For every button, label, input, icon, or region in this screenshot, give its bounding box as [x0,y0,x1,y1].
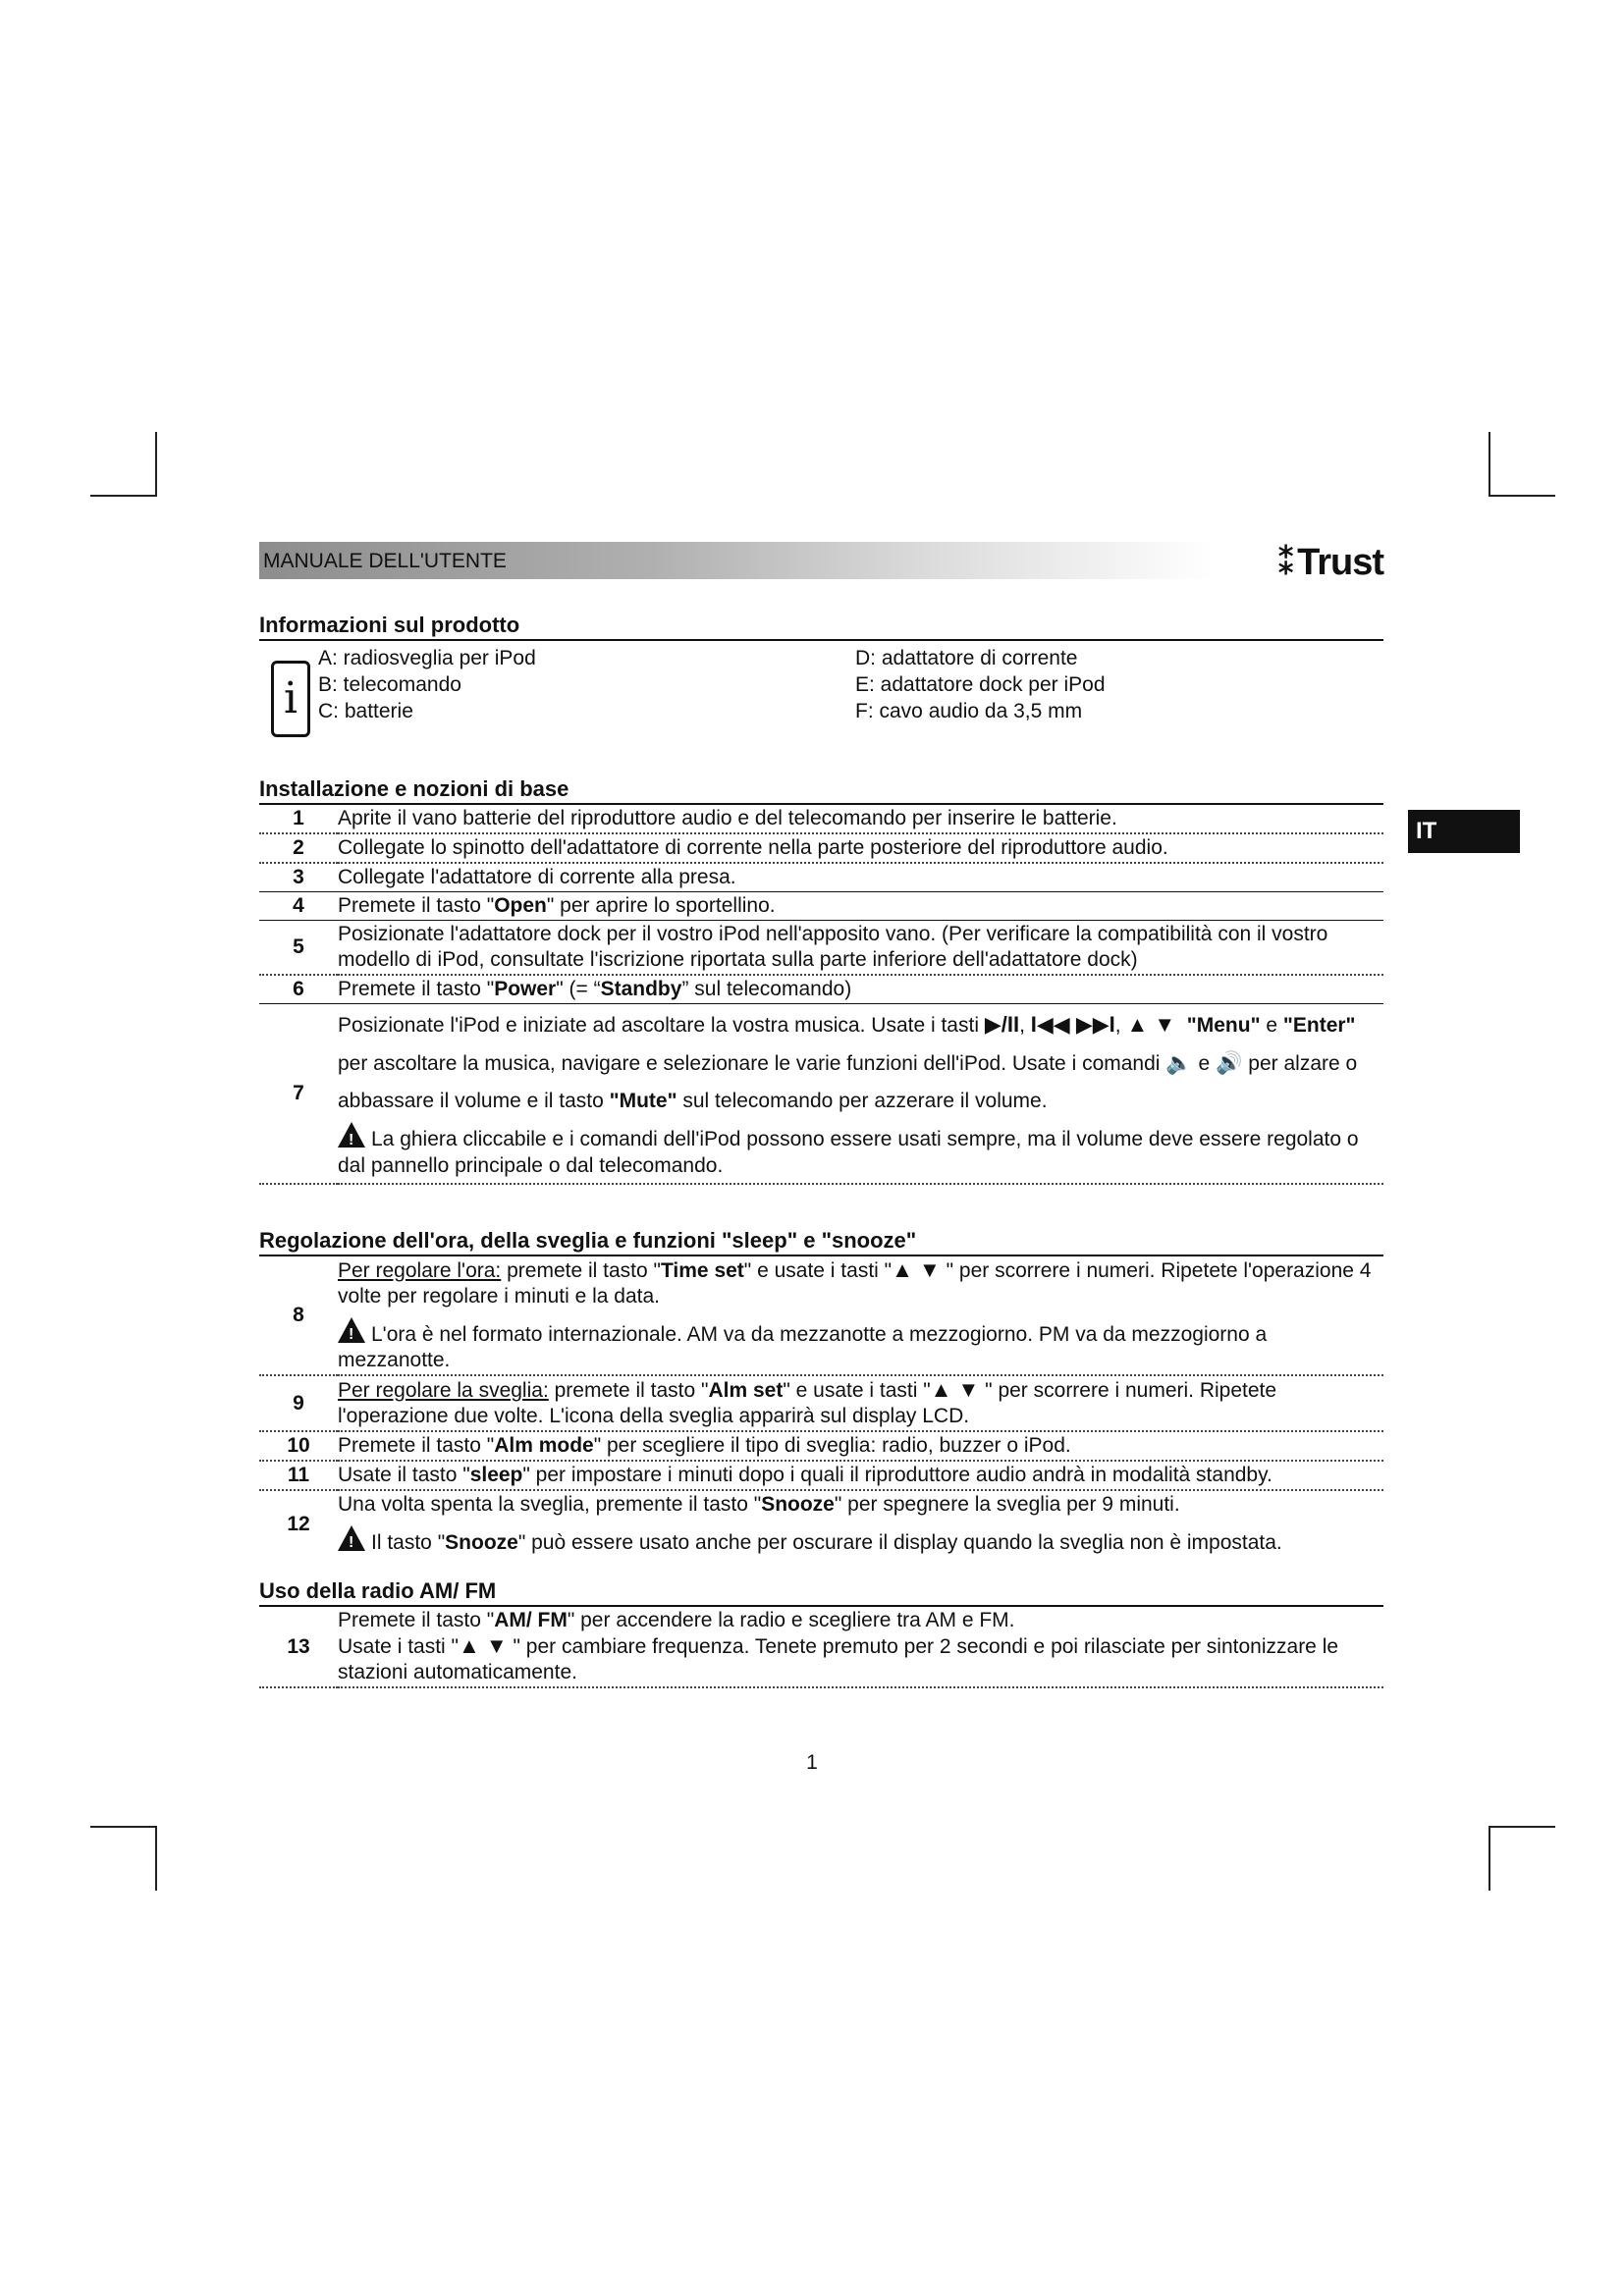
step-row [259,892,1383,921]
step-text: Collegate lo spinotto dell'adattatore di corrente nella parte posteriore del riproduttore audio. [338,836,1168,859]
step-number: 13 [287,1634,310,1658]
step-row [259,1375,1383,1431]
crop-mark-br-h [1489,1826,1555,1828]
text-part: Usate i tasti " [338,1635,459,1658]
play-pause-icon: ▶/II [984,1012,1020,1037]
step-text [338,1431,1383,1461]
key-enter: "Enter" [1282,1014,1356,1037]
step-row [259,975,1383,1004]
text-part: premete il tasto " [548,1379,709,1402]
step-row [259,1256,1383,1375]
step-heading: Per regolare l'ora: [338,1259,502,1282]
crop-mark-tl-v [155,432,157,497]
header-bar [259,542,1383,583]
text-part: sul telecomando per azzerare il volume. [677,1090,1048,1112]
step-row [259,863,1383,892]
text-part: " per accendere la radio e scegliere tra AM e FM. [567,1609,1015,1631]
step-number: 2 [293,836,304,859]
up-down-icon: ▲ ▼ [459,1633,508,1658]
product-item: F: cavo audio da 3,5 mm [855,700,1083,722]
prev-next-icon: I◀◀ ▶▶I [1030,1012,1115,1037]
manual-title: MANUALE DELL'UTENTE [263,550,507,572]
section-title-clock: Regolazione dell'ora, della sveglia e funzioni "sleep" e "snooze" [259,1228,1383,1256]
step-row [259,1461,1383,1490]
note-text: " può essere usato anche per oscurare il display quando la sveglia non è impostata. [517,1531,1282,1554]
up-down-icon: ▲ ▼ [930,1377,980,1402]
step-text [338,892,1383,921]
step-number: 11 [287,1464,310,1486]
key-standby: Standby [600,978,682,1000]
text-part: e [1192,1052,1217,1075]
step-number: 12 [287,1512,310,1535]
step-text: Collegate l'adattatore di corrente alla presa. [338,866,736,888]
step-heading: Per regolare la sveglia: [338,1379,549,1402]
product-info-box [259,645,1383,733]
text-part: " per spegnere la sveglia per 9 minuti. [834,1493,1180,1516]
product-item: A: radiosveglia per iPod [318,647,536,669]
step-row [259,1607,1383,1687]
step-text [338,1256,1383,1375]
text-part: Premete il tasto " [338,1609,495,1631]
text-part: " e usate i tasti " [783,1379,931,1402]
text-part: per alzare o abbassare il volume e il tasto [338,1052,1358,1112]
note [338,1315,1383,1373]
radio-steps [259,1607,1383,1688]
info-icon: i [271,661,310,737]
text-part: Premete il tasto " [338,1434,495,1457]
step-text [338,1607,1383,1687]
volume-down-icon: 🔈 [1165,1050,1193,1075]
step-row [259,1431,1383,1461]
language-tab: IT [1408,810,1520,853]
step-text [338,1461,1383,1490]
step-row [259,1004,1383,1185]
note-text: Il tasto " [371,1531,446,1554]
step-text: Aprite il vano batterie del riproduttore audio e del telecomando per inserire le batterie. [338,807,1117,829]
brand-logo [1276,540,1383,584]
text-part: " per aprire lo sportellino. [546,894,776,917]
clock-steps [259,1256,1383,1557]
note [338,1523,1383,1556]
warning-icon [338,1317,365,1343]
text-part: " per scorrere i numeri. Ripetete l'operazione due volte. L'icona della sveglia apparirà sul display LCD. [338,1379,1277,1427]
key-open: Open [494,894,547,917]
product-list-right [855,645,1106,733]
key-alm-mode: Alm mode [494,1434,594,1457]
text-part: " per impostare i minuti dopo i quali il riproduttore audio andrà in modalità standby. [522,1464,1272,1486]
section-title-installation: Installazione e nozioni di base [259,776,1383,805]
text-part: e [1260,1014,1283,1037]
text-part: Una volta spenta la sveglia, premente il tasto " [338,1493,762,1516]
warning-icon [338,1122,365,1148]
crop-mark-tl-h [90,495,157,497]
step-text: Posizionate l'iPod e iniziate ad ascoltare la vostra musica. Usate i tasti ▶/II, I◀◀ ▶▶I, ▲ ▼ "Menu" e "Enter" per ascoltare la musica, navigare e selezionare le varie funzioni dell'iPod. Usate i comandi 🔈 e 🔊 per alzare o abbassare il volume e il tasto "Mute" sul telecomando per azzerare il volume. !La ghiera cliccabile e i comandi dell'iPod possono essere usati sempre, ma il volume deve essere regolato o dal pannello principale o dal telecomando. [338,1004,1383,1185]
section-title-radio: Uso della radio AM/ FM [259,1578,1383,1607]
key-alm-set: Alm set [708,1379,784,1402]
text-part: per ascoltare la musica, navigare e selezionare le varie funzioni dell'iPod. Usate i comandi [338,1052,1166,1075]
section-title-product-info: Informazioni sul prodotto [259,613,1383,641]
text-part: Premete il tasto " [338,894,495,917]
up-down-icon: ▲ ▼ [1126,1012,1176,1037]
crop-mark-br-v [1489,1826,1490,1891]
crop-mark-tr-h [1489,495,1555,497]
text-part: " per scegliere il tipo di sveglia: radio, buzzer o iPod. [593,1434,1071,1457]
product-item: E: adattatore dock per iPod [855,673,1106,696]
step-row [259,1490,1383,1557]
crop-mark-bl-h [90,1826,157,1828]
text-part: " per cambiare frequenza. Tenete premuto per 2 secondi e poi rilasciate per sintonizzare le stazioni automaticamente. [338,1635,1339,1683]
installation-steps [259,805,1383,1185]
key-mute: "Mute" [609,1090,677,1112]
up-down-icon: ▲ ▼ [892,1257,941,1282]
key-menu: "Menu" [1186,1014,1261,1037]
note [338,1120,1383,1179]
step-number: 5 [293,935,304,958]
step-row [259,805,1383,833]
text-part: " e usate i tasti " [743,1259,893,1282]
key-power: Power [494,978,557,1000]
manual-page [259,542,1383,1688]
step-number: 4 [293,894,304,917]
product-item: B: telecomando [318,673,461,696]
text-part: " per scorrere i numeri. Ripetete l'operazione 4 volte per regolare i minuti e la data. [338,1259,1372,1308]
text-part: premete il tasto " [501,1259,661,1282]
key-sleep: sleep [469,1464,523,1486]
note-text: L'ora è nel formato internazionale. AM va da mezzanotte a mezzogiorno. PM va da mezzogiorno a mezzanotte. [338,1323,1268,1371]
volume-up-icon: 🔊 [1216,1050,1243,1075]
step-text [338,1375,1383,1431]
step-text [338,1490,1383,1557]
warning-icon [338,1525,365,1551]
crop-mark-tr-v [1489,432,1490,497]
step-number: 8 [293,1304,304,1326]
step-text: Posizionate l'adattatore dock per il vostro iPod nell'apposito vano. (Per verificare la compatibilità con il vostro modello di iPod, consultate l'iscrizione riportata sulla parte inferiore dell'adattatore dock) [338,923,1328,971]
product-list-left [318,645,855,733]
step-number: 7 [293,1082,304,1104]
trust-logo-icon: ⁑ [1276,542,1296,583]
product-item: C: batterie [318,700,413,722]
text-part: ” sul telecomando) [681,978,852,1000]
step-row [259,921,1383,976]
note-text: La ghiera cliccabile e i comandi dell'iPod possono essere usati sempre, ma il volume deve essere regolato o dal pannello principale o dal telecomando. [338,1128,1359,1177]
step-number: 9 [293,1391,304,1415]
step-number: 6 [293,978,304,1000]
key-snooze: Snooze [445,1531,518,1554]
brand-name: Trust [1297,542,1383,583]
text-part: Premete il tasto " [338,978,495,1000]
step-number: 1 [293,807,304,829]
key-snooze: Snooze [761,1493,835,1516]
step-number: 10 [287,1434,310,1457]
step-row [259,833,1383,863]
page-number: 1 [806,1751,818,1774]
text-part: Usate il tasto " [338,1464,470,1486]
step-number: 3 [293,866,304,888]
step-text [338,975,1383,1004]
key-am-fm: AM/ FM [494,1609,568,1631]
text-part: Posizionate l'iPod e iniziate ad ascoltare la vostra musica. Usate i tasti [338,1014,985,1037]
key-time-set: Time set [660,1259,744,1282]
product-item: D: adattatore di corrente [855,647,1078,669]
text-part: " (= “ [556,978,601,1000]
crop-mark-bl-v [155,1826,157,1891]
